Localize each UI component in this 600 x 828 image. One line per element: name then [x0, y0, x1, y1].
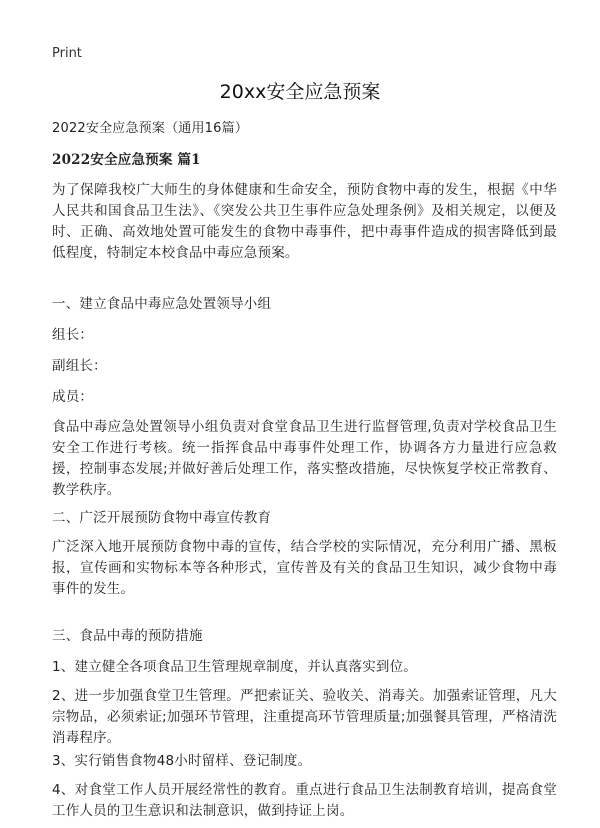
measure-3: 3、实行销售食物48小时留样、登记制度。 [52, 753, 312, 769]
measure-2: 2、进一步加强食堂卫生管理。严把索证关、验收关、消毒关。加强索证管理，凡大宗物品，必须索证;加强环节管理，注重提高环节管理质量;加强餐具管理，严格清洗消毒程序。 [52, 688, 557, 746]
print-label: Print [52, 46, 82, 61]
intro-paragraph: 为了保障我校广大师生的身体健康和生命安全，预防食物中毒的发生，根据《中华人民共和国食品卫生法》、《突发公共卫生事件应急处理条例》及相关规定，以便及时、正确、高效地处置可能发生的食物中毒事件，把中毒事件造成的损害降低到最低程度，特制定本校食品中毒应急预案。 [52, 182, 557, 261]
measure-1: 1、建立健全各项食品卫生管理规章制度，并认真落实到位。 [52, 659, 417, 675]
document-subtitle: 2022安全应急预案（通用16篇） [52, 121, 249, 136]
leader-line: 组长： [52, 327, 94, 343]
heading-prevention-measures: 三、食品中毒的预防措施 [52, 628, 203, 644]
members-line: 成员： [52, 389, 94, 405]
measure-4: 4、对食堂工作人员开展经常性的教育。重点进行食品卫生法制教育培训，提高食堂工作人员的卫生意识和法制意识，做到持证上岗。 [52, 782, 557, 819]
document-title: 20xx安全应急预案 [219, 81, 381, 103]
heading-leadership-group: 一、建立食品中毒应急处置领导小组 [52, 296, 272, 312]
publicity-paragraph: 广泛深入地开展预防食物中毒的宣传，结合学校的实际情况，充分利用广播、黑板报，宣传画和实物标本等各种形式，宣传普及有关的食品卫生知识，减少食物中毒事件的发生。 [52, 539, 557, 597]
section-heading: 2022安全应急预案 篇1 [52, 152, 201, 168]
heading-publicity-education: 二、广泛开展预防食物中毒宣传教育 [52, 510, 272, 526]
deputy-leader-line: 副组长： [52, 358, 107, 374]
leadership-duties-paragraph: 食品中毒应急处置领导小组负责对食堂食品卫生进行监督管理,负责对学校食品卫生安全工作进行考核。统一指挥食品中毒事件处理工作，协调各方力量进行应急救援，控制事态发展;并做好善后处理工作，落实整改措施，尽快恢复学校正常教育、教学秩序。 [52, 419, 557, 498]
